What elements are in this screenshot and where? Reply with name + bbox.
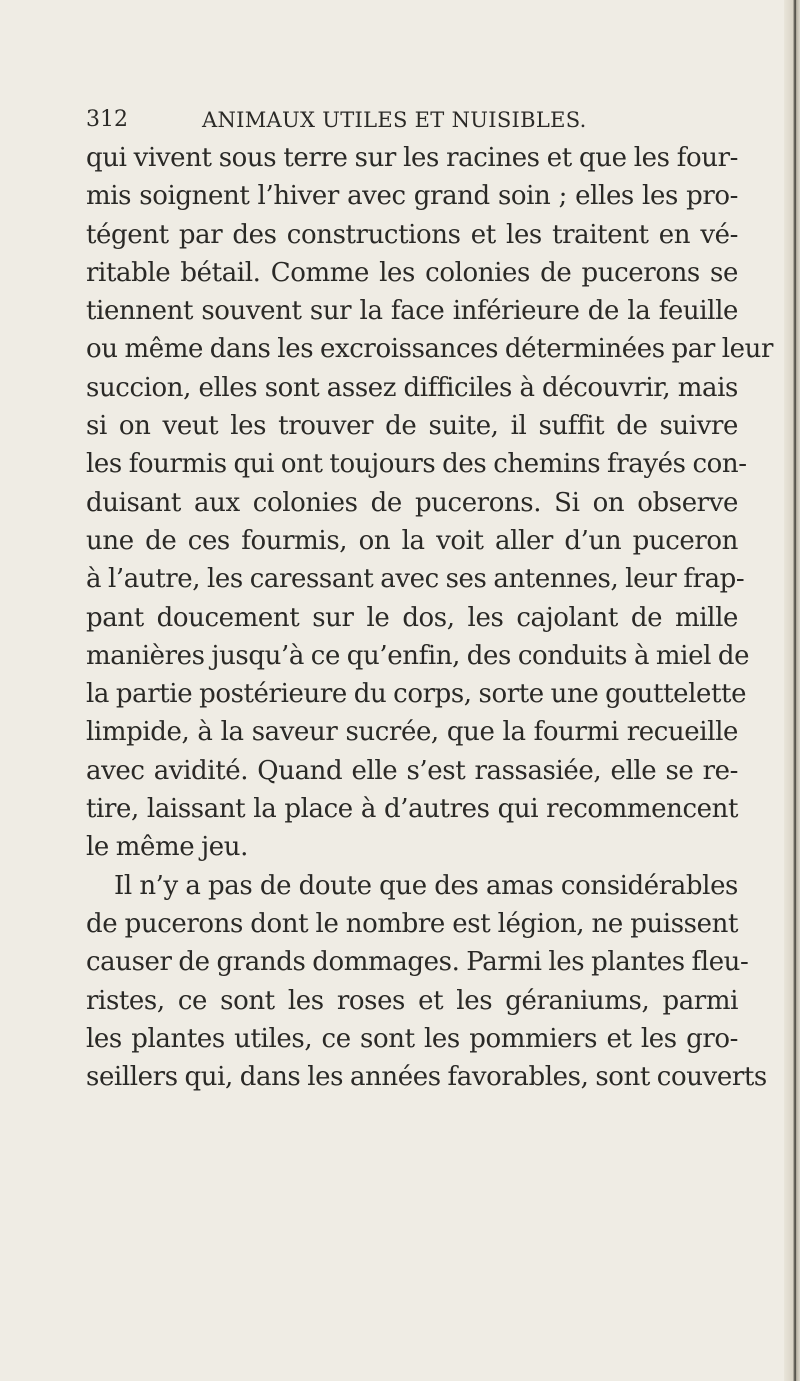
text-line: qui vivent sous terre sur les racines et que les four- xyxy=(86,143,738,173)
page-edge-shadow xyxy=(784,0,800,1381)
text-line: manières jusqu’à ce qu’enfin, des conduits à miel de xyxy=(86,640,750,671)
text-line: duisant aux colonies de pucerons. Si on observe xyxy=(86,487,738,518)
text-line-paragraph-start: Il n’y a pas de doute que des amas considérables xyxy=(114,870,738,901)
text-line: de pucerons dont le nombre est légion, ne puissent xyxy=(86,908,738,939)
page-number: 312 xyxy=(86,107,128,132)
text-line: succion, elles sont assez difficiles à découvrir, mais xyxy=(86,372,738,403)
text-line: avec avidité. Quand elle s’est rassasiée, elle se re- xyxy=(86,755,738,786)
text-line: la partie postérieure du corps, sorte une gouttelette xyxy=(86,679,747,710)
body-text xyxy=(86,139,774,1096)
text-line: ritable bétail. Comme les colonies de pucerons se xyxy=(86,257,738,288)
text-line: ou même dans les excroissances déterminées par leur xyxy=(86,334,774,365)
text-line: si on veut les trouver de suite, il suffit de suivre xyxy=(86,411,738,442)
text-line: les plantes utiles, ce sont les pommiers et les gro- xyxy=(86,1023,738,1054)
text-line: limpide, à la saveur sucrée, que la fourmi recueille xyxy=(86,717,738,748)
text-line: seillers qui, dans les années favorables, sont couverts xyxy=(86,1062,767,1093)
text-line: à l’autre, les caressant avec ses antennes, leur frap- xyxy=(86,564,745,595)
text-line-paragraph-end: le même jeu. xyxy=(86,832,248,863)
running-head: ANIMAUX UTILES ET NUISIBLES. xyxy=(202,108,587,132)
text-line: une de ces fourmis, on la voit aller d’un puceron xyxy=(86,525,738,556)
text-line: ristes, ce sont les roses et les géraniums, parmi xyxy=(86,985,738,1016)
text-line: tégent par des constructions et les traitent en vé- xyxy=(86,219,738,250)
text-line: tire, laissant la place à d’autres qui recommencent xyxy=(86,794,738,825)
text-line: les fourmis qui ont toujours des chemins frayés con- xyxy=(86,449,747,480)
text-line: mis soignent l’hiver avec grand soin ; elles les pro- xyxy=(86,181,738,212)
text-line: causer de grands dommages. Parmi les plantes fleu- xyxy=(86,947,749,978)
page-header xyxy=(86,100,736,140)
text-line: tiennent souvent sur la face inférieure de la feuille xyxy=(86,296,738,327)
text-line: pant doucement sur le dos, les cajolant de mille xyxy=(86,602,738,633)
